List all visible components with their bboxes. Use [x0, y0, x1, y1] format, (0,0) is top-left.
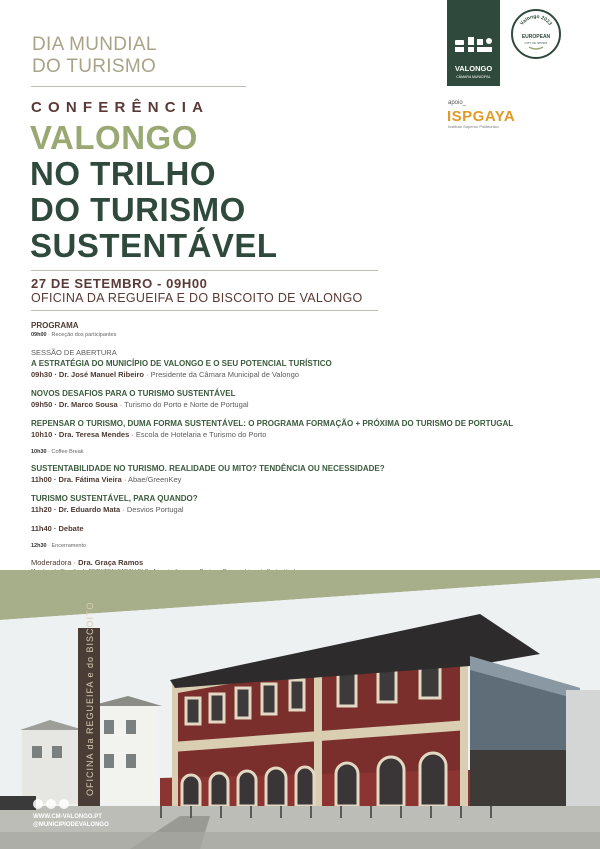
- event-venue: OFICINA DA REGUEIFA E DO BISCOITO DE VALONGO: [31, 291, 363, 305]
- talk-speaker: 11h20 · Dr. Eduardo Mata · Desvios Portugal: [31, 505, 184, 514]
- social-icons: [33, 799, 69, 809]
- talk-title: TURISMO SUSTENTÁVEL, PARA QUANDO?: [31, 494, 198, 503]
- talk-speaker: 09h50 · Dr. Marco Sousa · Turismo do Porto e Norte de Portugal: [31, 400, 249, 409]
- european-city-of-sport-seal: [511, 9, 561, 59]
- svg-text:OFICINA da REGUEIFA e do BISCO: OFICINA da REGUEIFA e do BISCOITO: [85, 601, 95, 796]
- divider: [31, 310, 378, 311]
- talk-speaker: 09h30 · Dr. José Manuel Ribeiro · Presidente da Câmara Municipal de Valongo: [31, 370, 299, 379]
- tagline-line-2: DO TURISMO: [32, 56, 157, 77]
- talk-item: [31, 388, 551, 410]
- svg-text:VALONGO: VALONGO: [454, 64, 493, 73]
- social-handle[interactable]: @MUNICIPIODEVALONGO: [33, 822, 109, 828]
- ispgaya-subtitle: Instituto Superior Politécnico: [448, 124, 499, 129]
- title-line-4: SUSTENTÁVEL: [30, 227, 278, 264]
- program-item-coffee-break: 10h30 · Coffee Break: [31, 449, 84, 455]
- title-line-1: VALONGO: [30, 119, 198, 156]
- building-photo: [0, 570, 600, 849]
- program-item-reception: 09h00 · Receção dos participantes: [31, 332, 117, 338]
- talk-title: SUSTENTABILIDADE NO TURISMO. REALIDADE OU MITO? TENDÊNCIA OU NECESSIDADE?: [31, 464, 385, 473]
- talk-title: A ESTRATÉGIA DO MUNICÍPIO DE VALONGO E O SEU POTENCIAL TURÍSTICO: [31, 359, 332, 368]
- youtube-icon[interactable]: [59, 799, 69, 809]
- program-item-closing: 12h30 · Encerramento: [31, 543, 87, 549]
- talk-item: [31, 463, 551, 485]
- tagline-line-1: DIA MUNDIAL: [32, 34, 157, 55]
- talk-speaker: 10h10 · Dra. Teresa Mendes · Escola de Hotelaria e Turismo do Porto: [31, 430, 267, 439]
- talk-speaker: 11h00 · Dra. Fátima Vieira · Abae/GreenKey: [31, 475, 182, 484]
- moderator: Moderadora · Dra. Graça Ramos: [31, 558, 144, 567]
- footer-links: [33, 813, 109, 829]
- talk-item: [31, 418, 551, 440]
- program-section: [31, 320, 551, 586]
- divider: [31, 86, 246, 87]
- talk-item: [31, 493, 551, 515]
- svg-text:CÂMARA MUNICIPAL: CÂMARA MUNICIPAL: [456, 75, 491, 79]
- website-link[interactable]: WWW.CM-VALONGO.PT: [33, 814, 102, 820]
- ispgaya-logo: ISPGAYA: [447, 108, 516, 125]
- talk-title: NOVOS DESAFIOS PARA O TURISMO SUSTENTÁVEL: [31, 389, 236, 398]
- talk-item: [31, 358, 551, 380]
- svg-text:EUROPEAN: EUROPEAN: [521, 34, 551, 40]
- opening-session-label: SESSÃO DE ABERTURA: [31, 348, 117, 357]
- conference-title: [30, 120, 278, 264]
- svg-text:Valongo 2023: Valongo 2023: [519, 13, 553, 27]
- valongo-municipality-logo: [447, 0, 500, 86]
- divider: [31, 270, 378, 271]
- program-heading: PROGRAMA: [31, 321, 79, 330]
- talk-title: REPENSAR O TURISMO, DUMA FORMA SUSTENTÁVEL: O PROGRAMA FORMAÇÃO + PRÓXIMA DO TURISMO DE PORTUGAL: [31, 419, 514, 428]
- event-tagline: [32, 34, 157, 78]
- conference-label: CONFERÊNCIA: [31, 99, 210, 116]
- title-line-3: DO TURISMO: [30, 191, 246, 228]
- support-label: apoio_: [448, 100, 467, 106]
- instagram-icon[interactable]: [46, 799, 56, 809]
- program-item-debate: 11h40 · Debate: [31, 524, 84, 533]
- svg-text:CITY OF SPORT: CITY OF SPORT: [524, 41, 548, 45]
- title-line-2: NO TRILHO: [30, 155, 216, 192]
- event-date: 27 DE SETEMBRO - 09H00: [31, 276, 208, 291]
- facebook-icon[interactable]: [33, 799, 43, 809]
